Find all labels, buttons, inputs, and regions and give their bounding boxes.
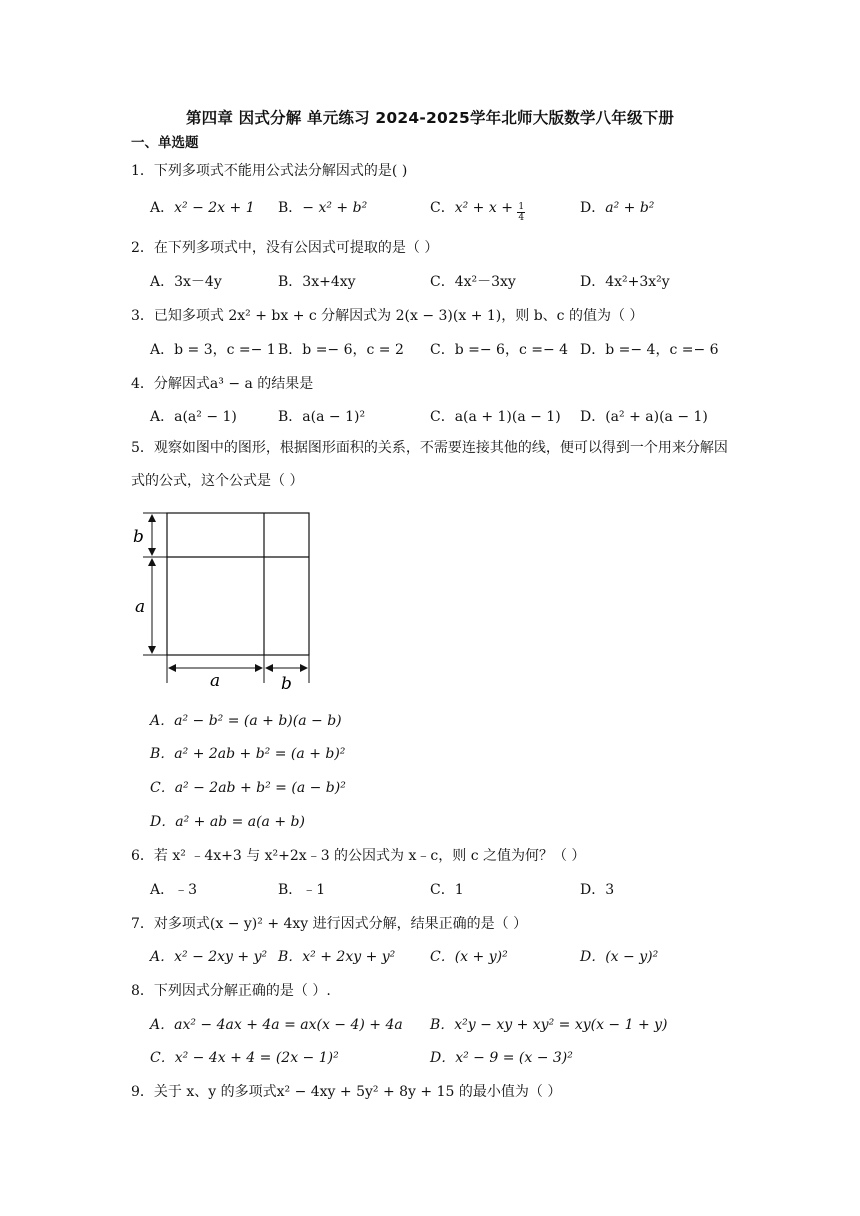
question-1-option-b[interactable] xyxy=(278,197,367,217)
option-d-label: D． xyxy=(580,200,606,216)
question-6-option-b[interactable]: B．﹣1 xyxy=(278,882,326,898)
question-5-figure xyxy=(131,508,321,697)
question-8-option-d[interactable]: D．x² − 9 = (x − 3)² xyxy=(430,1050,573,1066)
option-b-label: B． xyxy=(278,200,303,216)
fraction-numerator: 1 xyxy=(518,202,525,212)
question-2-option-b[interactable]: B．3x+4xy xyxy=(278,274,356,290)
question-3-option-d[interactable]: D．b =− 4，c =− 6 xyxy=(580,342,719,358)
question-5-option-d[interactable]: D．a² + ab = a(a + b) xyxy=(150,814,305,830)
option-c-label: C． xyxy=(430,200,455,216)
question-5-option-b[interactable]: B．a² + 2ab + b² = (a + b)² xyxy=(150,746,346,762)
question-8-stem: 8．下列因式分解正确的是（ ）. xyxy=(131,983,331,999)
question-5-option-a[interactable]: A．a² − b² = (a + b)(a − b) xyxy=(150,713,342,729)
question-4-stem: 4．分解因式a³ − a 的结果是 xyxy=(131,376,314,392)
option-c-text: x² + x + xyxy=(454,200,518,216)
option-a-text: x² − 2x + 1 xyxy=(174,200,255,216)
question-1-option-c[interactable] xyxy=(430,197,525,223)
label-b-bottom: b xyxy=(281,674,292,693)
question-3-option-a[interactable]: A．b = 3，c =− 1 xyxy=(150,342,276,358)
fraction-denominator: 4 xyxy=(518,213,525,223)
fraction xyxy=(517,202,525,223)
question-2-option-d[interactable]: D．4x²+3x²y xyxy=(580,274,670,290)
question-3-option-b[interactable]: B．b =− 6，c = 2 xyxy=(278,342,404,358)
question-2-option-a[interactable]: A．3x－4y xyxy=(150,274,222,290)
option-d-text: a² + b² xyxy=(605,200,655,216)
question-7-option-d[interactable]: D．(x − y)² xyxy=(580,949,659,965)
page-title: 第四章 因式分解 单元练习 2024-2025学年北师大版数学八年级下册 xyxy=(185,109,675,127)
question-4-option-a[interactable]: A．a(a² − 1) xyxy=(150,409,237,425)
section-heading: 一、单选题 xyxy=(131,135,199,151)
question-8-option-a[interactable]: A．ax² − 4ax + 4a = ax(x − 4) + 4a xyxy=(150,1017,403,1033)
question-6-option-a[interactable]: A．﹣3 xyxy=(150,882,198,898)
question-1-option-a[interactable] xyxy=(150,197,255,217)
question-2-stem: 2．在下列多项式中，没有公因式可提取的是（ ） xyxy=(131,240,439,256)
question-7-option-a[interactable]: A．x² − 2xy + y² xyxy=(150,949,268,965)
question-7-option-c[interactable]: C．(x + y)² xyxy=(430,949,508,965)
question-7-stem: 7．对多项式(x − y)² + 4xy 进行因式分解，结果正确的是（ ） xyxy=(131,916,528,932)
question-5-stem: 5．观察如图中的图形，根据图形面积的关系，不需要连接其他的线，便可以得到一个用来分解因式的公式，这个公式是（ ） xyxy=(131,440,728,489)
question-4-option-d[interactable]: D．(a² + a)(a − 1) xyxy=(580,409,708,425)
label-b-side: b xyxy=(133,527,144,547)
question-6-option-c[interactable]: C．1 xyxy=(430,882,464,898)
question-1-option-d[interactable] xyxy=(580,197,654,217)
option-b-text: − x² + b² xyxy=(302,200,368,216)
question-4-option-c[interactable]: C．a(a + 1)(a − 1) xyxy=(430,409,561,425)
question-1-stem: 1．下列多项式不能用公式法分解因式的是( ) xyxy=(131,163,408,179)
question-6-option-d[interactable]: D．3 xyxy=(580,882,615,898)
question-9-stem: 9．关于 x、y 的多项式x² − 4xy + 5y² + 8y + 15 的最小值为（ ） xyxy=(131,1084,562,1100)
question-8-option-c[interactable]: C．x² − 4x + 4 = (2x − 1)² xyxy=(150,1050,339,1066)
question-6-stem: 6．若 x² ﹣4x+3 与 x²+2x﹣3 的公因式为 x﹣c，则 c 之值为何？（ ） xyxy=(131,848,586,864)
question-7-option-b[interactable]: B．x² + 2xy + y² xyxy=(278,949,396,965)
question-5-option-c[interactable]: C．a² − 2ab + b² = (a − b)² xyxy=(150,780,346,796)
option-a-label: A． xyxy=(150,200,175,216)
label-a-side: a xyxy=(135,597,146,617)
square-diagram xyxy=(131,508,321,693)
label-a-bottom: a xyxy=(210,671,221,691)
outer-square xyxy=(167,513,309,655)
question-2-option-c[interactable]: C．4x²－3xy xyxy=(430,274,516,290)
question-8-option-b[interactable]: B．x²y − xy + xy² = xy(x − 1 + y) xyxy=(430,1017,668,1033)
question-3-stem: 3．已知多项式 2x² + bx + c 分解因式为 2(x − 3)(x + 1)，则 b、c 的值为（ ） xyxy=(131,308,644,324)
question-4-option-b[interactable]: B．a(a − 1)² xyxy=(278,409,366,425)
question-3-option-c[interactable]: C．b =− 6，c =− 4 xyxy=(430,342,569,358)
